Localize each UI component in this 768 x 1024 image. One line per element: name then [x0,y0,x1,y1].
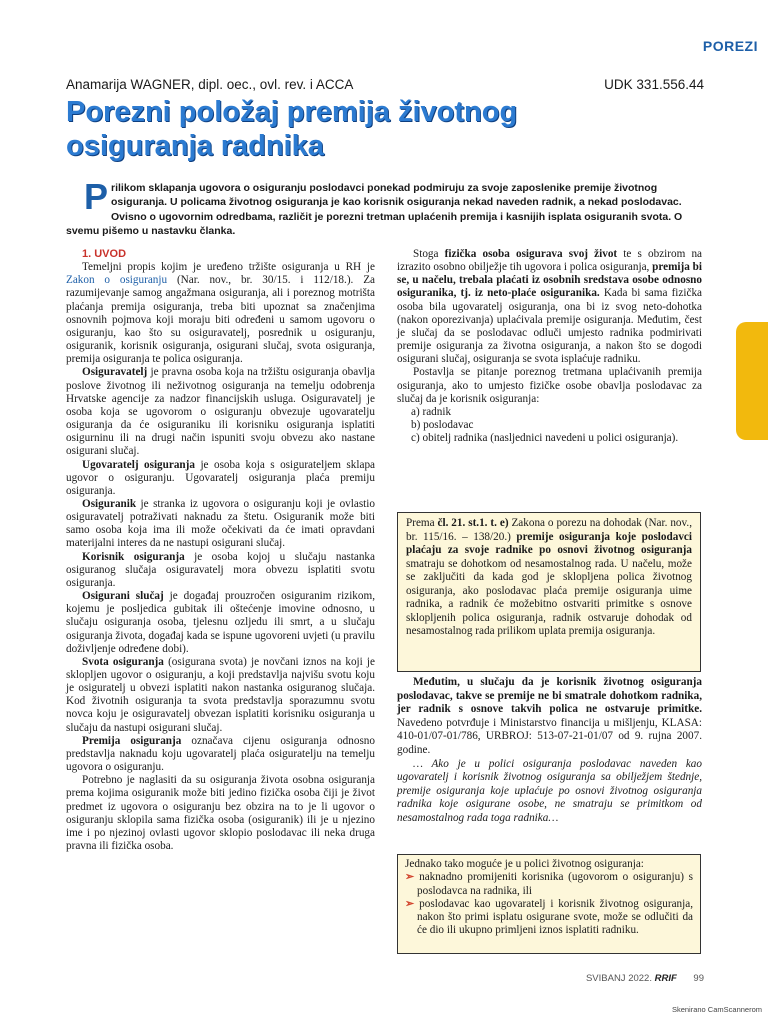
term: Osiguranik [82,497,137,510]
list-item: a) radnik [411,405,452,418]
term: Ugovaratelj osiguranja [82,458,195,471]
author-line: Anamarija WAGNER, dipl. oec., ovl. rev. i ACCA [66,77,354,92]
paragraph: Stoga fizička osoba osigurava svoj život te s obzirom na izrazito osobno obilježje tih ugovora i polica osiguranja, premija bi se, u načelu, trebala plaćati iz osobnih sredstava osobe odnosno osiguranika, tj. iz neto-plaće osiguranika. Kada bi sama fizička osoba bila ugovaratelj osiguranja, ona bi iz svog neto-dohotka (nakon oporezivanja) uplaćivala premije osiguranja. Međutim, čest je slučaj da se poslodavac odluči umjesto radnika podmirivati premije osiguranja za životna osiguranja, a nakon što se dogodi osigurani slučaj, osiguranja se svota isplaćuje radniku. [397,248,703,366]
term: Osigurani slučaj [82,590,164,603]
paragraph: Potrebno je naglasiti da su osiguranja života osobna osiguranja prema kojima osiguranik može biti jedino fizička osoba čiji je život predmet iz ugovora o osiguranju bez obzira na to je li ugovor o osiguranju sklopila sama fizička osoba (osiguranik) ili je u njezino ime i po njezinoj ovlasti ugovor sklopio poslodavac ili neka druga pravna ili fizička osoba. [66,774,375,853]
paragraph: Korisnik osiguranja je osoba kojoj u slučaju nastanka osiguranog slučaja osiguravatelj mora obvezu isplatiti svotu osiguranja. [66,550,375,589]
paragraph: Premija osiguranja označava cijenu osiguranja odnosno predstavlja naknadu koju ugovaratelj plaća osiguratelju na temelju ugovora o osiguranju. [66,734,375,774]
list-item: c) obitelj radnika (nasljednici navedeni u polici osiguranja). [411,432,679,445]
page-number: 99 [693,973,704,984]
quote-paragraph: … Ako je u polici osiguranja poslodavac naveden kao ugovaratelj i korisnik životnog osiguranja sa obilježjem štednje, premije osiguranja koje uplaćuje po osnovi životnog osiguranja radnika koje osigurane osobe, ne smatraju se primitkom od nesamostalnog rada toga radnika… [397,757,702,824]
page-footer [586,973,704,984]
list-item: ➢ poslodavac kao ugovaratelj i korisnik životnog osiguranja, nakon što primi isplatu osigurane svote, može se odlučiti da će dio ili ukupno primljeni iznos isplatiti radniku. [405,897,694,937]
paragraph: Svota osiguranja (osigurana svota) je novčani iznos na koji je sklopljen ugovor o osiguranju, a koji predstavlja najvišu svotu koju je osiguratelj u obvezi isplatiti nakon nastanka osiguranog slučaja. Kod životnih osiguranja ta svota predstavlja sporazumnu svotu novca koju je osiguravatelj obvezan isplatiti korisniku osiguranja u slučaju da nastupi osigurani slučaj. [66,655,376,734]
udk-code: UDK 331.556.44 [604,77,704,92]
term: Svota osiguranja [82,655,164,668]
drop-cap: P [84,176,109,217]
term: Korisnik osiguranja [82,550,185,563]
lead-text: rilikom sklapanja ugovora o osiguranju poslodavci ponekad podmiruju za svoje zaposlenike premije životnog osiguranja. U policama životnog osiguranja je kao korisnik osiguranja nekad naveden radnik, a nekad poslodavac. Ovisno o ugovornim odredbama, različit je porezni tretman uplaćenih premija i kasnijih isplata osiguranih svota. O svemu pišemo u nastavku članka. [66,182,683,237]
scanner-watermark: Skenirano CamScannerom [671,1005,762,1014]
right-column-continued [397,676,702,826]
lead-paragraph [66,176,702,238]
left-column [66,248,375,853]
option-list [405,871,693,937]
paragraph: Osiguranik je stranka iz ugovora o osiguranju koji je ovlastio osiguravatelj potraživati naknadu za štetu. Osiguranik može biti samo osoba koja ima ili može očekivati da će imati opravdani materijalni interes da ne nastupi osigurani slučaj. [66,497,375,550]
box-intro: Jednako tako moguće je u polici životnog osiguranja: [405,858,644,870]
list-item: ➢ naknadno promijeniti korisnika (ugovorom o osiguranju) s poslodavca na radnika, ili [405,871,694,897]
arrow-bullet-icon: ➢ [405,871,420,884]
section-color-tab [736,322,768,440]
list-item: b) poslodavac [411,419,474,432]
article-title: Porezni položaj premija životnog osiguranja radnika [66,96,518,162]
law-link[interactable]: Zakon o osiguranju [66,274,168,287]
highlight-box-law: Prema čl. 21. st.1. t. e) Zakona o porezu na dohodak (Nar. nov., br. 115/16. – 138/20.) premije osiguranja koje poslodavci plaćaju za svoje radnike po osnovi životnog osiguranja smatraju se dohotkom od nesamostalnog rada. U načelu, može se zaključiti da kada god je sklopljena polica životnog osiguranja, ako poslodavac plaća premije osiguranja uime radnika, a radnik će možebitno ostvariti primitke s osnove sklopljenih polica osiguranja, radnik ostvaruje dohodak od nesamostalnog rada prilikom uplata premija osiguranja. [397,512,701,672]
case-list [397,406,702,445]
term: Premija osiguranja [82,734,182,747]
section-tag: POREZI [702,38,758,54]
arrow-bullet-icon: ➢ [405,897,420,910]
issue-date: SVIBANJ 2022. [585,973,652,984]
paragraph: Osigurani slučaj je događaj prouzročen osiguranim rizikom, kojemu je posljedica gubitak ili oštećenje imovine odnosno, u slučaju osiguranja osoba, tjelesnu ozljedu ili smrt, a u slučaju osiguranja života, događaj kada se ispune ugovoreni uvjeti (u pravilu doživljenje određene dobi). [66,590,375,655]
paragraph: Osiguravatelj je pravna osoba koja na tržištu osiguranja obavlja poslove životnog ili neživotnog osiguranja na temelju odobrenja Hrvatske agencije za nadzor financijskih usluga. Osiguravatelj je osoba koja se ugovorom o osiguranju obvezuje ugovaratelju osiguranja da će osiguraniku ili korisniku osiguranja isplatiti osigurninu ili na drugi način ispuniti svoju obvezu ako nastane osigurani slučaj. [66,366,375,458]
right-column [397,248,702,445]
paragraph: Međutim, u slučaju da je korisnik životnog osiguranja poslodavac, takve se premije ne bi smatrale dohotkom radnika, jer radnik s osnove takvih polica ne ostvaruje primitke. Navedeno potvrđuje i Ministarstvo financija u mišljenju, KLASA: 410-01/07-01/786, URBROJ: 513-07-21-01/07 od 9. rujna 2007. godine. [397,676,702,756]
term: Osiguravatelj [82,366,148,379]
magazine-name: RRIF [654,973,677,984]
highlight-box-options [397,854,701,954]
section-heading: 1. UVOD [82,248,127,260]
paragraph: Ugovaratelj osiguranja je osoba koja s osiguratelјem sklapa ugovor o osiguranju. Ugovaratelj osiguranja plaća premiju osiguranja. [66,458,376,497]
paragraph: Temeljni propis kojim je uređeno tržište osiguranja u RH je Zakon o osiguranju (Nar. nov., br. 30/15. i 112/18.). Za razumijevanje samog angažmana osiguranja, ali i poreznog motrišta plaćanja premija osiguranja, treba biti upoznat sa značenjima osnovnih pojmova koji moraju biti određeni u samom ugovoru o osiguranju, kao što su osiguravatelj, posrednik u osiguranju, osiguranik, korisnik osiguranja, osigurani slučaj, svota osiguranja, premija osiguranja te polica osiguranja. [66,261,375,366]
paragraph: Postavlja se pitanje poreznog tretmana uplaćivanih premija osiguranja, ako to umjesto fizičke osobe obavlja poslodavac za slučaj da je korisnik osiguranja: [397,366,702,405]
